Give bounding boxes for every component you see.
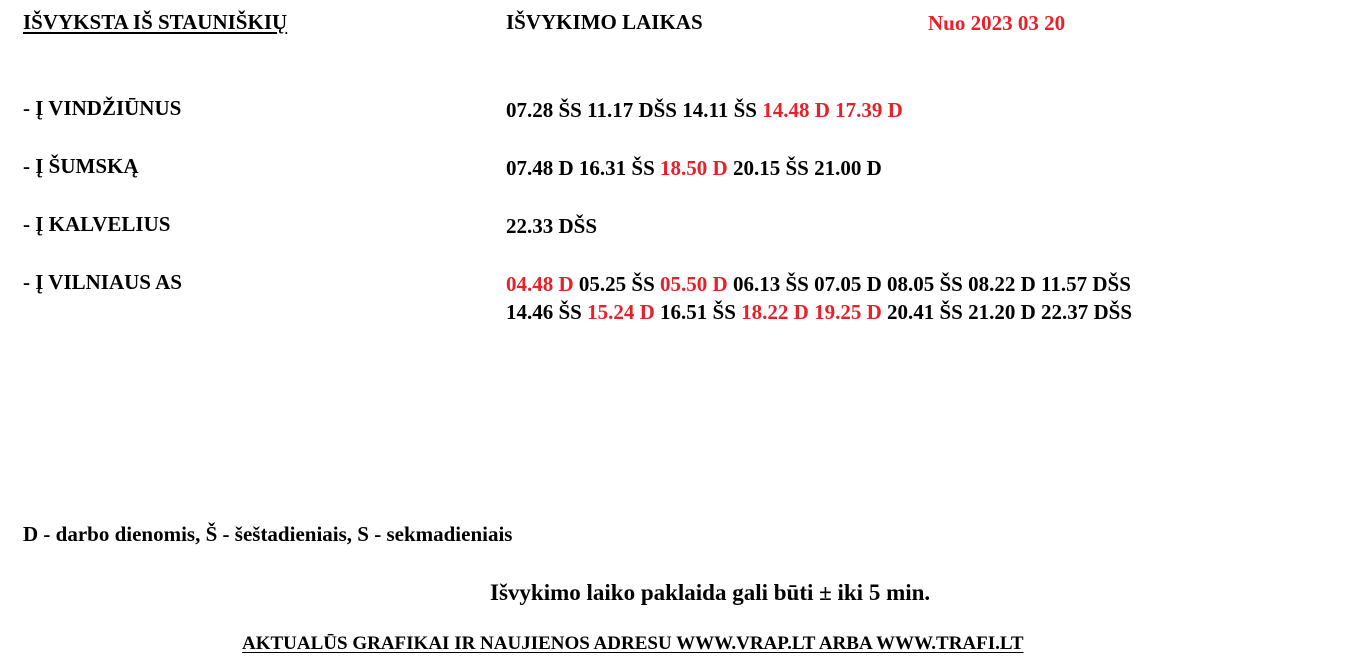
departure-time: 14.11 ŠS (682, 98, 757, 122)
departure-time: 07.28 ŠS (506, 98, 582, 122)
departure-time: 16.51 ŠS (660, 300, 736, 324)
schedule-legend: D - darbo dienomis, Š - šeštadieniais, S - sekmadieniais (23, 522, 513, 546)
route-destination: - Į VILNIAUS AS (23, 270, 182, 294)
departure-time: 07.05 D (814, 272, 882, 296)
website-footer-link[interactable]: AKTUALŪS GRAFIKAI IR NAUJIENOS ADRESU WWW.VRAP.LT ARBA WWW.TRAFI.LT (242, 633, 1024, 654)
times-line (506, 154, 882, 182)
departure-time: 05.25 ŠS (578, 272, 655, 296)
times-line (506, 212, 597, 240)
departure-time: 16.31 ŠS (578, 156, 655, 180)
departure-time-heading: IŠVYKIMO LAIKAS (506, 10, 703, 34)
departure-time: 14.46 ŠS (506, 300, 582, 324)
departure-time: 04.48 D (506, 272, 574, 296)
departure-time: 11.17 DŠS (587, 98, 677, 122)
departure-time: 11.57 DŠS (1041, 272, 1131, 296)
departure-time: 22.37 DŠS (1041, 300, 1133, 324)
departure-time: 08.22 D (968, 272, 1036, 296)
route-times (506, 96, 903, 124)
departure-time: 17.39 D (835, 98, 903, 122)
departure-stop-title: IŠVYKSTA IŠ STAUNIŠKIŲ (23, 10, 288, 34)
departure-tolerance-note: Išvykimo laiko paklaida gali būti ± iki 5 min. (490, 580, 931, 605)
departure-time: 19.25 D (814, 300, 882, 324)
departure-time: 20.15 ŠS (732, 156, 809, 180)
departure-time: 06.13 ŠS (732, 272, 809, 296)
departure-time: 15.24 D (587, 300, 655, 324)
departure-time: 08.05 ŠS (886, 272, 963, 296)
times-line (506, 96, 903, 124)
departure-time: 21.20 D (968, 300, 1036, 324)
departure-time: 22.33 DŠS (506, 214, 598, 238)
departure-time: 18.50 D (660, 156, 728, 180)
departure-time: 05.50 D (660, 272, 728, 296)
valid-from-date: Nuo 2023 03 20 (928, 11, 1066, 35)
departure-time: 20.41 ŠS (886, 300, 963, 324)
times-line (506, 298, 1132, 326)
times-line (506, 270, 1132, 298)
route-times (506, 154, 882, 182)
route-times (506, 212, 597, 240)
departure-time: 14.48 D (762, 98, 830, 122)
route-destination: - Į VINDŽIŪNUS (23, 96, 182, 120)
route-times (506, 270, 1132, 326)
departure-time: 21.00 D (814, 156, 882, 180)
departure-time: 07.48 D (506, 156, 574, 180)
route-destination: - Į KALVELIUS (23, 212, 171, 236)
departure-time: 18.22 D (741, 300, 809, 324)
route-destination: - Į ŠUMSKĄ (23, 154, 139, 178)
